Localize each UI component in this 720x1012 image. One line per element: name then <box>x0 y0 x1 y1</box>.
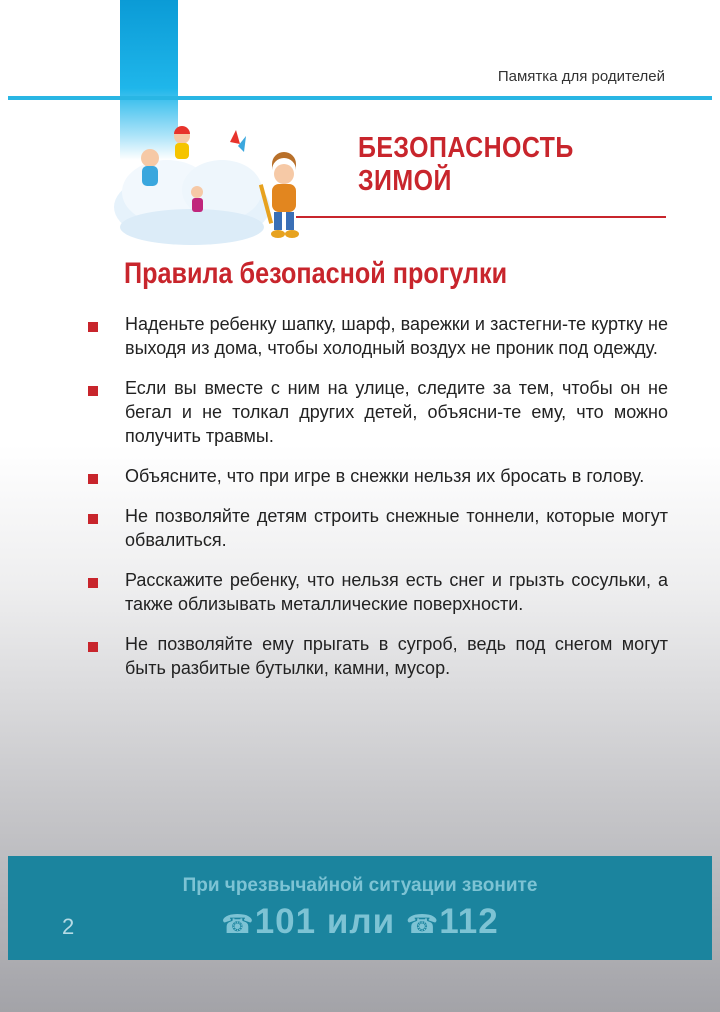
phone-icon: ☎ <box>221 909 255 939</box>
list-item <box>88 464 668 488</box>
title-line-2: ЗИМОЙ <box>358 165 452 197</box>
list-item <box>88 376 668 448</box>
bullet-square <box>88 578 98 588</box>
list-item <box>88 312 668 360</box>
rule-text: Наденьте ребенку шапку, шарф, варежки и застегни-те куртку не выходя из дома, чтобы холодный воздух не проник под одежду. <box>125 314 668 358</box>
bullet-square <box>88 514 98 524</box>
rule-text: Не позволяйте ему прыгать в сугроб, ведь под снегом могут быть разбитые бутылки, камни, мусор. <box>125 634 668 678</box>
rule-text: Объясните, что при игре в снежки нельзя их бросать в голову. <box>125 466 645 486</box>
list-item <box>88 504 668 552</box>
rule-text: Расскажите ребенку, что нельзя есть снег и грызть сосульки, а также облизывать металлические поверхности. <box>125 570 668 614</box>
winter-children-illustration <box>112 112 302 252</box>
emergency-footer <box>8 856 712 960</box>
phone-separator: или <box>326 902 396 941</box>
list-item <box>88 568 668 616</box>
bullet-square <box>88 474 98 484</box>
bullet-square <box>88 322 98 332</box>
bullet-square <box>88 642 98 652</box>
header-divider <box>8 96 712 100</box>
phone-icon: ☎ <box>405 909 440 939</box>
rules-list <box>88 312 668 696</box>
page-number: 2 <box>62 914 75 939</box>
emergency-phones <box>8 902 712 942</box>
phone-number-101[interactable]: 101 <box>254 902 317 941</box>
title-underline <box>296 216 666 218</box>
bullet-square <box>88 386 98 396</box>
rule-text: Не позволяйте детям строить снежные тоннели, которые могут обвалиться. <box>125 506 668 550</box>
list-item <box>88 632 668 680</box>
title-line-1: БЕЗОПАСНОСТЬ <box>358 132 574 164</box>
header-label: Памятка для родителей <box>497 68 665 85</box>
section-subtitle: Правила безопасной прогулки <box>124 257 508 290</box>
emergency-text: При чрезвычайной ситуации звоните <box>182 875 538 896</box>
page-title <box>358 132 574 198</box>
phone-number-112[interactable]: 112 <box>439 902 499 941</box>
rule-text: Если вы вместе с ним на улице, следите за тем, чтобы он не бегал и не толкал других детей, объясни-те ему, что можно получить травмы. <box>125 378 668 446</box>
